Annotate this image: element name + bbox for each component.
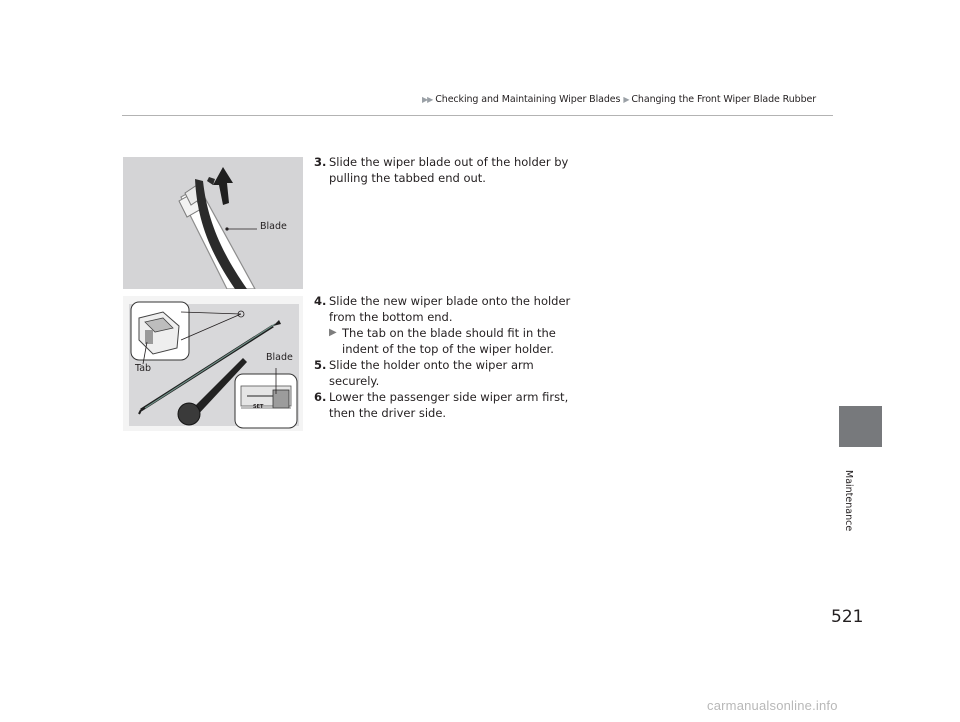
note-arrow-icon: ▶: [329, 327, 337, 338]
step-5: [314, 357, 579, 389]
step-text: Lower the passenger side wiper arm first, then the driver side.: [329, 390, 569, 420]
step-text: Slide the holder onto the wiper arm securely.: [329, 358, 534, 388]
figure-blade-removal: [123, 157, 303, 289]
step-6: [314, 389, 579, 421]
set-label: SET: [253, 404, 264, 410]
step-number: 3.: [314, 155, 327, 169]
section-tab[interactable]: [839, 406, 882, 447]
watermark: carmanualsonline.info: [707, 698, 838, 713]
section-label: Maintenance: [843, 470, 854, 532]
callout-blade: Blade: [266, 352, 293, 363]
note-text: The tab on the blade should fit in the indent of the top of the wiper holder.: [342, 326, 556, 356]
step-text: Slide the new wiper blade onto the holder from the bottom end.: [329, 294, 571, 324]
header-rule: [122, 115, 833, 116]
step-number: 5.: [314, 358, 327, 372]
breadcrumb-item[interactable]: Checking and Maintaining Wiper Blades: [435, 94, 621, 105]
breadcrumb-arrow-icon: ▶▶: [422, 95, 433, 104]
figure-blade-install: [123, 296, 303, 431]
step-3: [314, 154, 579, 186]
step-4-note: [314, 325, 582, 357]
step-number: 4.: [314, 294, 327, 308]
breadcrumb: [422, 94, 816, 105]
breadcrumb-item[interactable]: Changing the Front Wiper Blade Rubber: [631, 94, 817, 105]
step-text: Slide the wiper blade out of the holder by pulling the tabbed end out.: [329, 155, 569, 185]
page-number: 521: [831, 607, 864, 627]
callout-blade: Blade: [260, 221, 287, 232]
step-list-bottom: [314, 293, 582, 421]
callout-tab: Tab: [135, 363, 152, 374]
step-list-top: [314, 154, 579, 186]
step-number: 6.: [314, 390, 327, 404]
step-4: [314, 293, 579, 325]
breadcrumb-arrow-icon: ▶: [623, 95, 629, 104]
